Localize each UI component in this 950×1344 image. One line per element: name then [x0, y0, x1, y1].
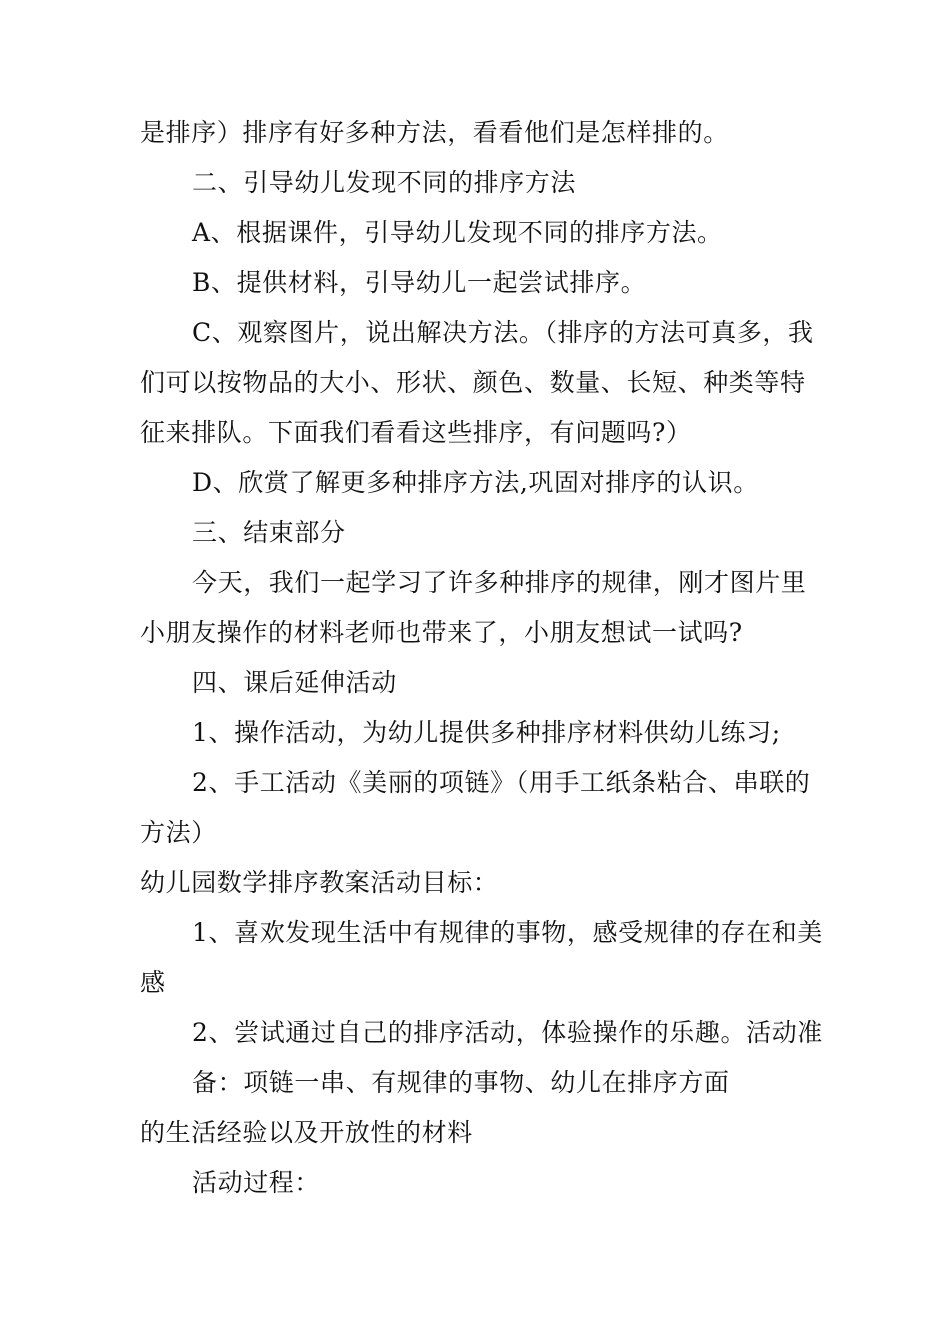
text-line: 们可以按物品的大小、形状、颜色、数量、长短、种类等特	[140, 368, 806, 397]
section-heading: 三、结束部分	[192, 518, 346, 547]
text-line: 是排序）排序有好多种方法，看看他们是怎样排的。	[140, 118, 729, 147]
text-line: D、欣赏了解更多种排序方法,巩固对排序的认识。	[192, 468, 759, 497]
section-heading: 幼儿园数学排序教案活动目标：	[140, 868, 499, 897]
text-line: 2、手工活动《美丽的项链》（用手工纸条粘合、串联的	[192, 768, 811, 797]
text-line: 感	[140, 968, 166, 997]
text-line: 方法）	[140, 818, 217, 847]
section-heading: 四、课后延伸活动	[192, 668, 397, 697]
text-line: 2、尝试通过自己的排序活动，体验操作的乐趣。活动准	[192, 1018, 823, 1047]
text-line: 1、操作活动，为幼儿提供多种排序材料供幼儿练习;	[192, 718, 781, 747]
text-line: 1、喜欢发现生活中有规律的事物，感受规律的存在和美	[192, 918, 823, 947]
section-heading: 二、引导幼儿发现不同的排序方法	[192, 168, 577, 197]
text-line: 今天，我们一起学习了许多种排序的规律，刚才图片里	[192, 568, 807, 597]
text-line: 的生活经验以及开放性的材料	[140, 1118, 473, 1147]
text-line: 活动过程：	[192, 1168, 321, 1197]
text-line: C、观察图片，说出解决方法。（排序的方法可真多，我	[192, 318, 814, 347]
text-line: 小朋友操作的材料老师也带来了，小朋友想试一试吗?	[140, 618, 743, 647]
text-line: 征来排队。下面我们看看这些排序，有问题吗?）	[140, 418, 692, 447]
text-line: 备：项链一串、有规律的事物、幼儿在排序方面	[192, 1068, 730, 1097]
text-line: A、根据课件，引导幼儿发现不同的排序方法。	[192, 218, 723, 247]
text-line: B、提供材料，引导幼儿一起尝试排序。	[192, 268, 647, 297]
